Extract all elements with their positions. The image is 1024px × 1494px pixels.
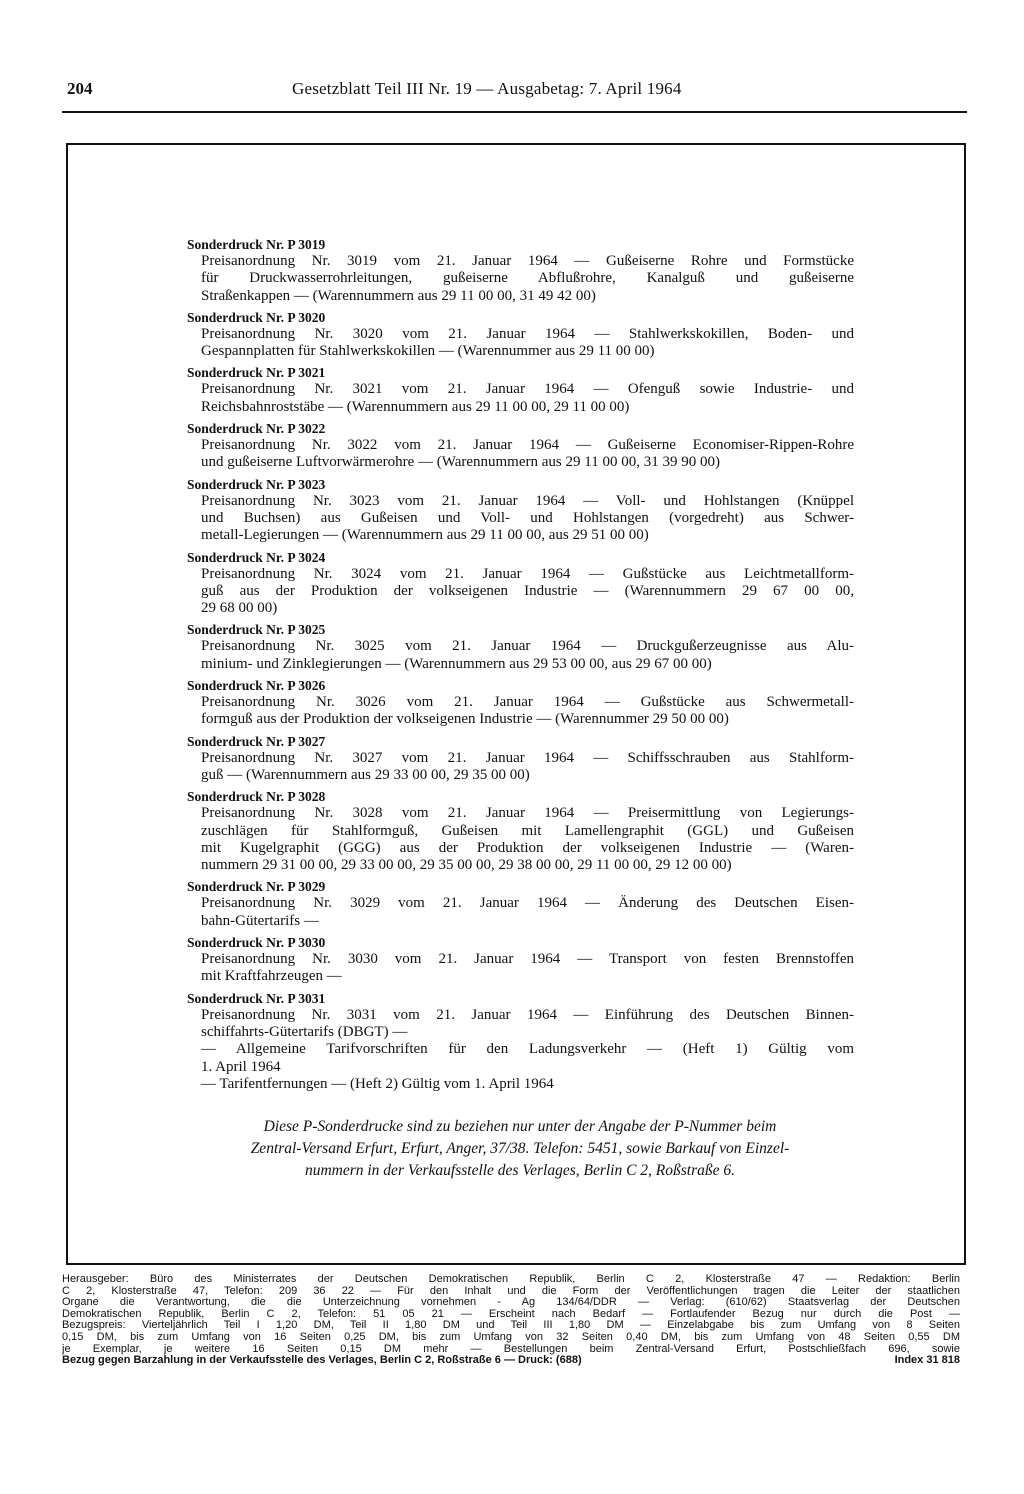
note-line: Diese P-Sonderdrucke sind zu beziehen nur unter der Angabe der P-Nummer beim bbox=[263, 1118, 777, 1135]
entry-line: Preisanordnung Nr. 3028 vom 21. Januar 1964 — Preisermittlung von Legierungs- bbox=[201, 805, 854, 822]
entry-description bbox=[187, 437, 854, 472]
entry-line: Preisanordnung Nr. 3026 vom 21. Januar 1964 — Gußstücke aus Schwermetall- bbox=[201, 694, 854, 711]
sonderdruck-entry bbox=[187, 621, 854, 673]
entry-line: Straßenkappen — (Warennummern aus 29 11 00 00, 31 49 42 00) bbox=[201, 287, 596, 304]
entry-description bbox=[187, 326, 854, 361]
sonderdruck-entry bbox=[187, 878, 854, 930]
entry-title: Sonderdruck Nr. P 3019 bbox=[187, 237, 326, 252]
entry-title: Sonderdruck Nr. P 3020 bbox=[187, 309, 326, 325]
sonderdruck-entry bbox=[187, 549, 854, 618]
entry-line: 29 68 00 00) bbox=[201, 600, 278, 617]
entry-line: Preisanordnung Nr. 3025 vom 21. Januar 1964 — Druckgußerzeugnisse aus Alu- bbox=[201, 638, 854, 655]
entry-line: metall-Legierungen — (Warennummern aus 29 11 00 00, aus 29 51 00 00) bbox=[201, 527, 649, 544]
entry-line: — Tarifentfernungen — (Heft 2) Gültig vom 1. April 1964 bbox=[201, 1075, 554, 1092]
running-title: Gesetzblatt Teil III Nr. 19 — Ausgabetag: 7. April 1964 bbox=[292, 79, 682, 98]
entry-line: guß aus der Produktion der volkseigenen Industrie — (Warennummern 29 67 00 00, bbox=[201, 582, 854, 599]
entry-description bbox=[187, 253, 854, 305]
entry-line: und gußeiserne Luftvorwärmerohre — (Warennummern aus 29 11 00 00, 31 39 90 00) bbox=[201, 454, 720, 471]
note-line: nummern in der Verkaufsstelle des Verlages, Berlin C 2, Roßstraße 6. bbox=[304, 1162, 736, 1179]
header-rule bbox=[62, 111, 967, 113]
entry-line: minium- und Zinklegierungen — (Warennummern aus 29 53 00 00, aus 29 67 00 00) bbox=[201, 655, 712, 672]
imprint-line: Bezugspreis: Vierteljährlich Teil I 1,20 DM, Teil II 1,80 DM und Teil III 1,80 DM — Einzelabgabe bis zum Umfang von 8 Seiten bbox=[62, 1320, 960, 1332]
imprint-line: je Exemplar, je weitere 16 Seiten 0,15 DM mehr — Bestellungen beim Zentral-Versand Erfurt, Postschließfach 696, sowie bbox=[62, 1343, 960, 1355]
page-number: 204 bbox=[67, 79, 93, 98]
entry-description bbox=[187, 381, 854, 416]
entry-line: guß — (Warennummern aus 29 33 00 00, 29 35 00 00) bbox=[201, 766, 530, 783]
entry-line: Preisanordnung Nr. 3029 vom 21. Januar 1964 — Änderung des Deutschen Eisen- bbox=[201, 895, 854, 912]
entry-line: Preisanordnung Nr. 3019 vom 21. Januar 1964 — Gußeiserne Rohre und Formstücke bbox=[201, 253, 854, 269]
sonderdruck-entry bbox=[187, 677, 854, 729]
entry-line: — Allgemeine Tarifvorschriften für den Ladungsverkehr — (Heft 1) Gültig vom bbox=[201, 1041, 854, 1058]
note-line: Zentral-Versand Erfurt, Erfurt, Anger, 37/38. Telefon: 5451, sowie Barkauf von Einzel- bbox=[250, 1140, 790, 1157]
imprint-last-row bbox=[62, 1355, 960, 1367]
entry-line: Reichsbahnroststäbe — (Warennummern aus 29 11 00 00, 29 11 00 00) bbox=[201, 398, 630, 415]
entry-line: Preisanordnung Nr. 3027 vom 21. Januar 1964 — Schiffsschrauben aus Stahlform- bbox=[201, 749, 854, 766]
entry-description bbox=[187, 638, 854, 673]
entry-title: Sonderdruck Nr. P 3029 bbox=[187, 879, 326, 895]
entry-line: Preisanordnung Nr. 3024 vom 21. Januar 1964 — Gußstücke aus Leichtmetallform- bbox=[201, 565, 854, 582]
sonderdruck-entry bbox=[187, 733, 854, 785]
entry-title: Sonderdruck Nr. P 3027 bbox=[187, 733, 326, 749]
entry-line: und Buchsen) aus Gußeisen und Voll- und Hohlstangen (vorgedreht) aus Schwer- bbox=[201, 509, 854, 526]
sonderdruck-entry bbox=[187, 420, 854, 472]
entry-line: Preisanordnung Nr. 3020 vom 21. Januar 1964 — Stahlwerkskokillen, Boden- und bbox=[201, 325, 854, 342]
entry-line: zuschlägen für Stahlformguß, Gußeisen mit Lamellengraphit (GGL) und Gußeisen bbox=[201, 822, 854, 839]
imprint-footer bbox=[62, 1274, 960, 1367]
index-number: Index 31 818 bbox=[894, 1354, 960, 1367]
entry-line: Preisanordnung Nr. 3022 vom 21. Januar 1964 — Gußeiserne Economiser-Rippen-Rohre bbox=[201, 437, 854, 454]
imprint-line: C 2, Klosterstraße 47, Telefon: 209 36 22 — Für den Inhalt und die Form der Veröffentlichungen tragen die Leiter der staatlichen bbox=[62, 1285, 960, 1297]
imprint-line: Bezug gegen Barzahlung in der Verkaufsstelle des Verlages, Berlin C 2, Roßstraße 6 — Druck: (688) bbox=[62, 1354, 582, 1367]
entry-title: Sonderdruck Nr. P 3023 bbox=[187, 476, 326, 492]
ordering-note bbox=[186, 1116, 854, 1182]
entry-description bbox=[187, 805, 854, 874]
entry-line: Gespannplatten für Stahlwerkskokillen — (Warennummer aus 29 11 00 00) bbox=[201, 343, 655, 360]
entry-title: Sonderdruck Nr. P 3030 bbox=[187, 935, 326, 951]
entry-description bbox=[187, 750, 854, 785]
entry-description bbox=[187, 895, 854, 930]
imprint-line: 0,15 DM, bis zum Umfang von 16 Seiten 0,25 DM, bis zum Umfang von 32 Seiten 0,40 DM, bis zum Umfang von 48 Seiten 0,55 DM bbox=[62, 1331, 960, 1343]
entry-line: Preisanordnung Nr. 3031 vom 21. Januar 1964 — Einführung des Deutschen Binnen- bbox=[201, 1006, 854, 1023]
imprint-line: Organe die Verantwortung, die die Unterzeichnung vornehmen - Ag 134/64/DDR — Verlag: (610/62) Staatsverlag der Deutschen bbox=[62, 1297, 960, 1309]
imprint-line: Demokratischen Republik, Berlin C 2, Telefon: 51 05 21 — Erscheint nach Bedarf — Fortlaufender Bezug nur durch die Post — bbox=[62, 1308, 960, 1320]
entry-line: mit Kraftfahrzeugen — bbox=[201, 968, 342, 985]
sonderdruck-entry bbox=[187, 476, 854, 545]
entry-line: 1. April 1964 bbox=[201, 1058, 281, 1075]
sonderdruck-entry bbox=[187, 990, 854, 1093]
sonderdruck-entry bbox=[187, 236, 854, 305]
entry-description bbox=[187, 566, 854, 618]
entry-description bbox=[187, 493, 854, 545]
entry-line: bahn-Gütertarifs — bbox=[201, 912, 319, 929]
entry-title: Sonderdruck Nr. P 3031 bbox=[187, 990, 326, 1006]
entry-title: Sonderdruck Nr. P 3025 bbox=[187, 622, 326, 638]
entry-title: Sonderdruck Nr. P 3024 bbox=[187, 549, 326, 565]
entry-title: Sonderdruck Nr. P 3021 bbox=[187, 365, 326, 381]
entry-line: für Druckwasserrohrleitungen, gußeiserne Abflußrohre, Kanalguß und gußeiserne bbox=[201, 270, 854, 287]
entry-line: mit Kugelgraphit (GGG) aus der Produktion der volkseigenen Industrie — (Waren- bbox=[201, 839, 854, 856]
entry-line: formguß aus der Produktion der volkseigenen Industrie — (Warennummer 29 50 00 00) bbox=[201, 711, 729, 728]
entry-description bbox=[187, 694, 854, 729]
entry-title: Sonderdruck Nr. P 3028 bbox=[187, 789, 326, 805]
sonderdruck-entry bbox=[187, 934, 854, 986]
sonderdruck-list bbox=[187, 236, 854, 1097]
entry-line: schiffahrts-Gütertarifs (DBGT) — bbox=[201, 1023, 408, 1040]
sonderdruck-entry bbox=[187, 364, 854, 416]
imprint-line: Herausgeber: Büro des Ministerrates der Deutschen Demokratischen Republik, Berlin C 2, Klosterstraße 47 — Redaktion: Berlin bbox=[62, 1274, 960, 1285]
entry-line: Preisanordnung Nr. 3030 vom 21. Januar 1964 — Transport von festen Brennstoffen bbox=[201, 951, 854, 968]
entry-title: Sonderdruck Nr. P 3022 bbox=[187, 421, 326, 437]
entry-line: Preisanordnung Nr. 3021 vom 21. Januar 1964 — Ofenguß sowie Industrie- und bbox=[201, 381, 854, 398]
entry-line: Preisanordnung Nr. 3023 vom 21. Januar 1964 — Voll- und Hohlstangen (Knüppel bbox=[201, 492, 854, 509]
sonderdruck-entry bbox=[187, 309, 854, 361]
entry-title: Sonderdruck Nr. P 3026 bbox=[187, 678, 326, 694]
entry-line: nummern 29 31 00 00, 29 33 00 00, 29 35 00 00, 29 38 00 00, 29 11 00 00, 29 12 00 00) bbox=[201, 857, 732, 874]
entry-description bbox=[187, 951, 854, 986]
entry-description bbox=[187, 1007, 854, 1093]
sonderdruck-entry bbox=[187, 788, 854, 874]
